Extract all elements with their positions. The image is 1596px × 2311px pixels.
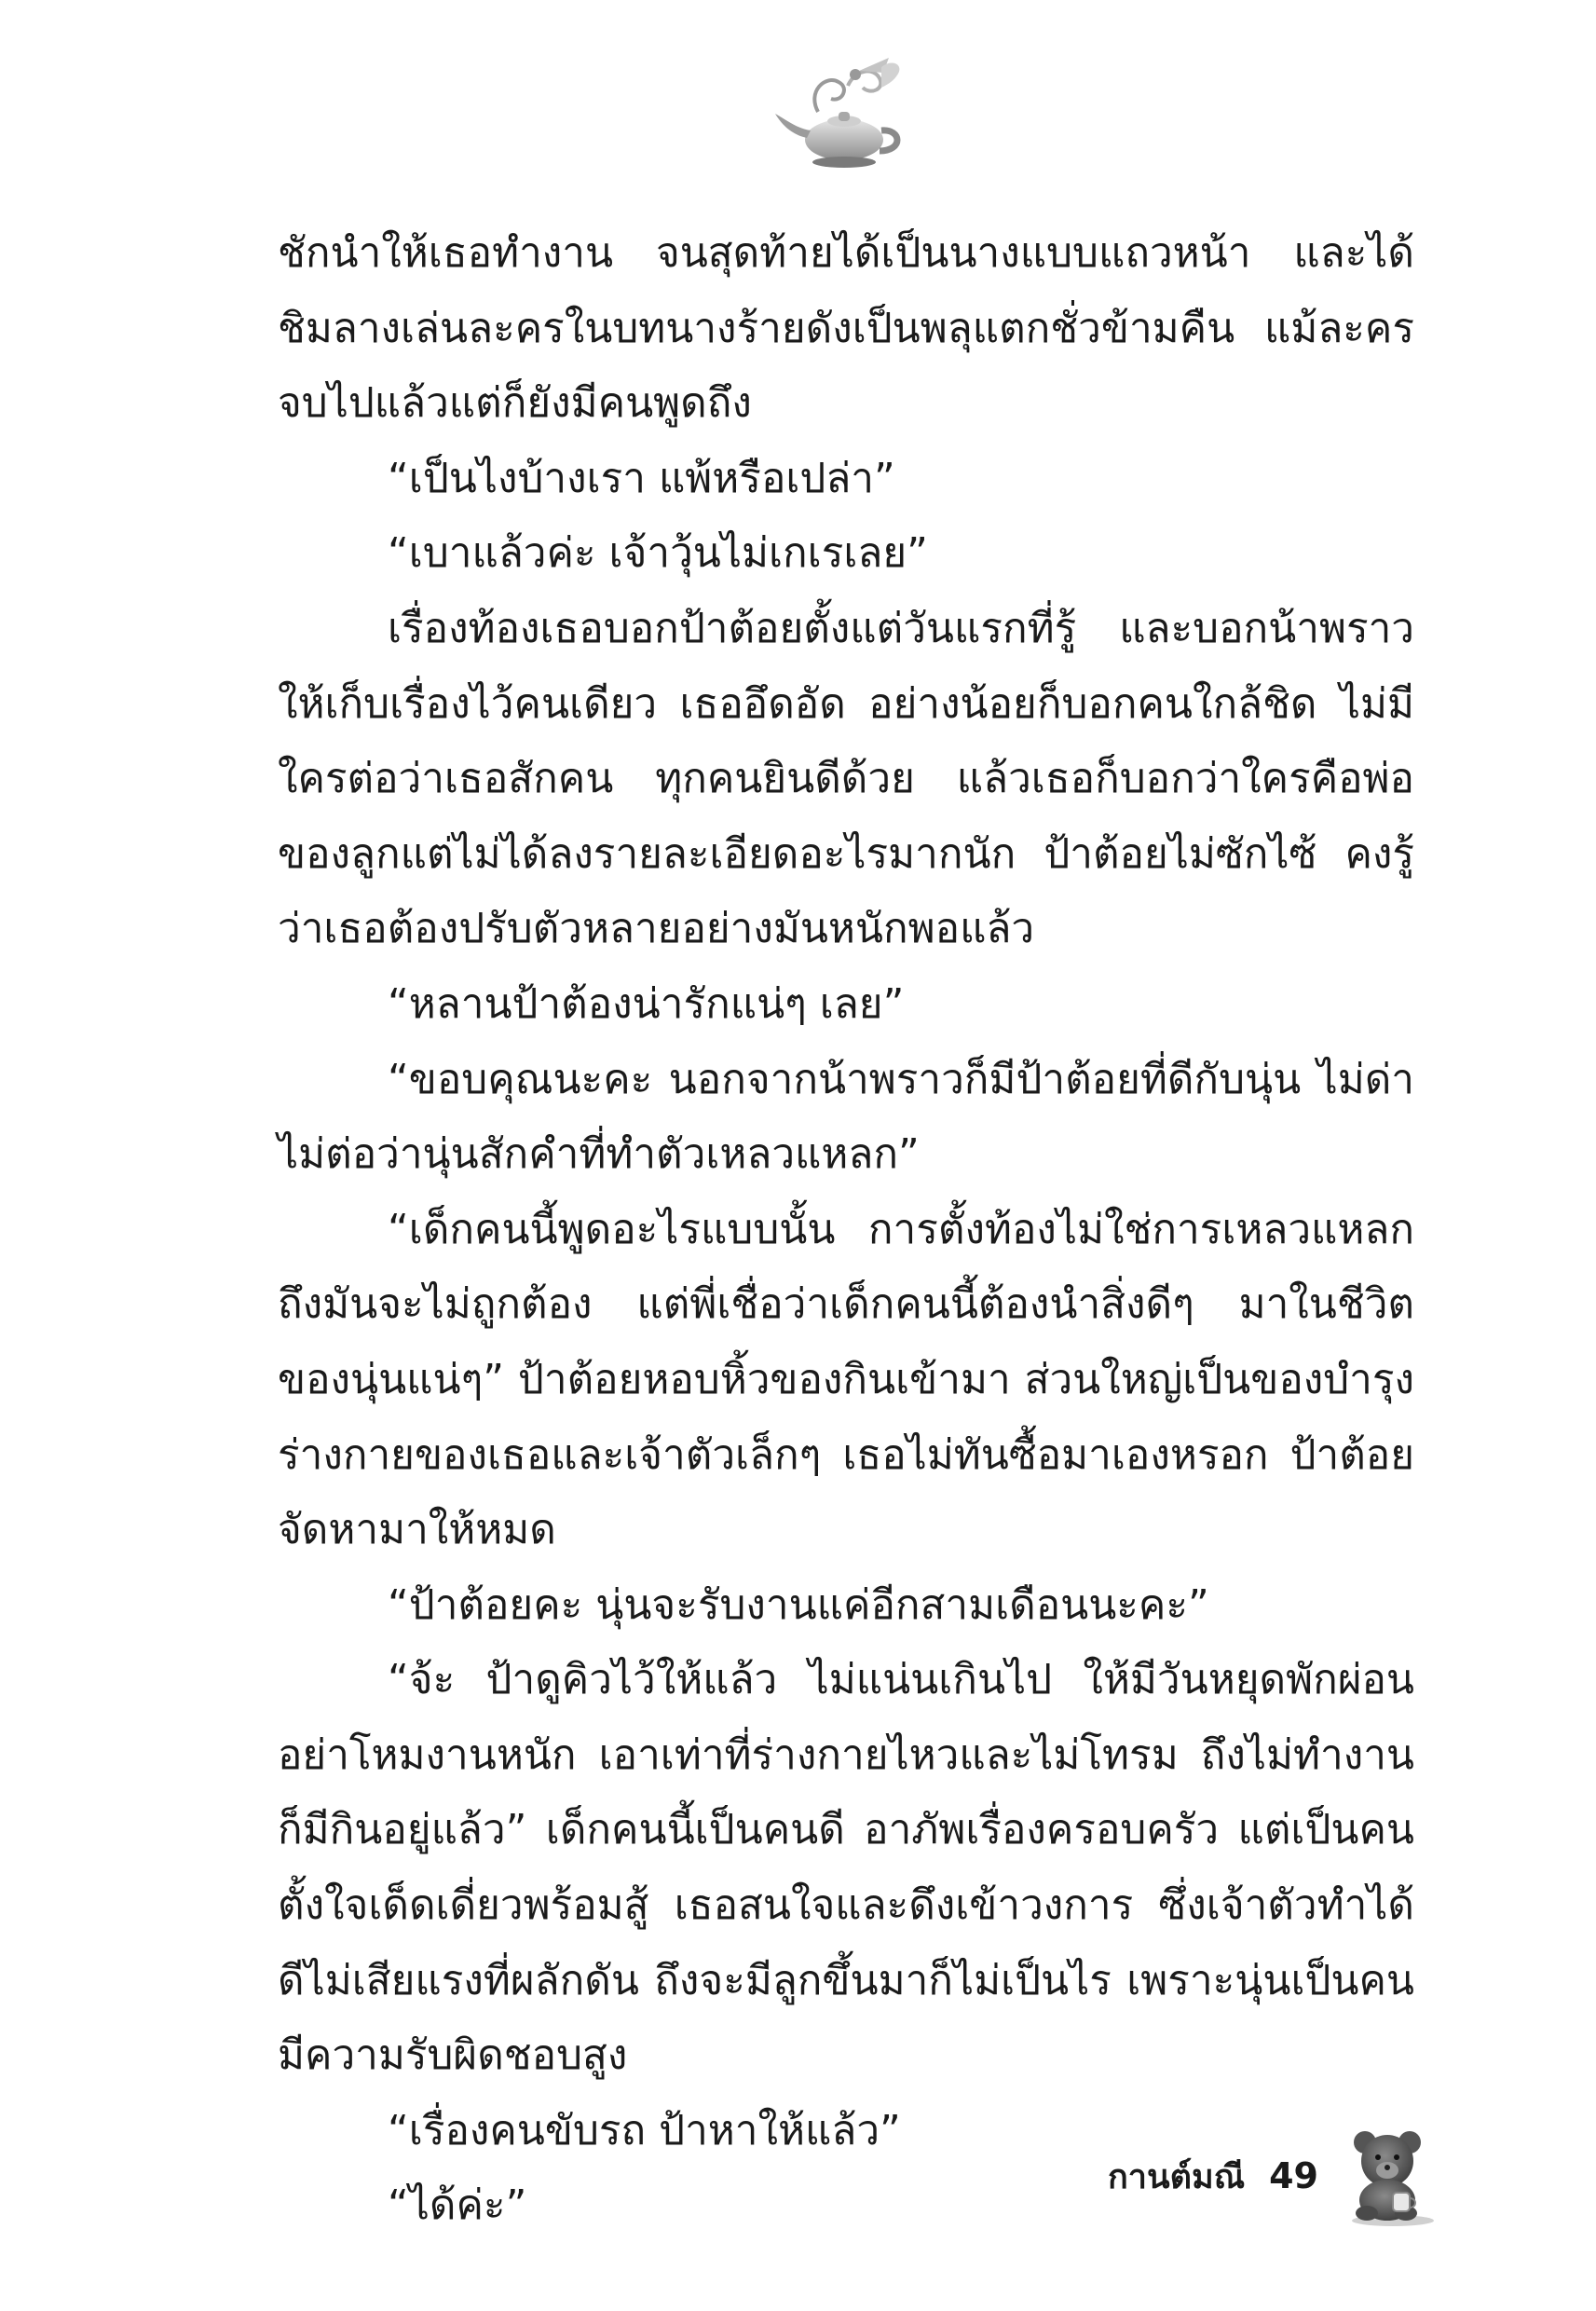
teddy-bear-icon — [1339, 2124, 1439, 2228]
paragraph: “เป็นไงบ้างเรา แพ้หรือเปล่า” — [388, 454, 895, 502]
paragraph: “ได้ค่ะ” — [388, 2181, 527, 2230]
book-title: กานต์มณี — [1107, 2157, 1246, 2196]
paragraph: “หลานป้าต้องน่ารักแน่ๆ เลย” — [388, 979, 905, 1028]
page-number: 49 — [1269, 2155, 1318, 2196]
paragraph: “เด็กคนนี้พูดอะไรแบบนั้น การตั้งท้องไม่ใช่การเหลวแหลกถึงมันจะไม่ถูกต้อง แต่พี่เชื่อว่าเด็กคนนี้ต้องนำสิ่งดีๆ มาในชีวิตของนุ่นแน่ๆ” ป้าต้อยหอบหิ้วของกินเข้ามา ส่วนใหญ่เป็นของบำรุงร่างกายของเธอและเจ้าตัวเล็กๆ เธอไม่ทันซื้อมาเองหรอก ป้าต้อยจัดหามาให้หมด — [278, 1205, 1414, 1554]
paragraph: ชักนำให้เธอทำงาน จนสุดท้ายได้เป็นนางแบบแถวหน้า และได้ชิมลางเล่นละครในบทนางร้ายดังเป็นพลุแตกชั่วข้ามคืน แม้ละครจบไปแล้วแต่ก็ยังมีคนพูดถึง — [278, 229, 1414, 428]
page-footer — [1108, 2120, 1439, 2232]
paragraph: “เบาแล้วค่ะ เจ้าวุ้นไม่เกเรเลย” — [388, 529, 928, 578]
paragraph: “จ้ะ ป้าดูคิวไว้ให้แล้ว ไม่แน่นเกินไป ให้มีวันหยุดพักผ่อนอย่าโหมงานหนัก เอาเท่าที่ร่างกายไหวและไม่โทรม ถึงไม่ทำงานก็มีกินอยู่แล้ว” เด็กคนนี้เป็นคนดี อาภัพเรื่องครอบครัว แต่เป็นคนตั้งใจเด็ดเดี่ยวพร้อมสู้ เธอสนใจและดึงเข้าวงการ ซึ่งเจ้าตัวทำได้ดีไม่เสียแรงที่ผลักดัน ถึงจะมีลูกขึ้นมาก็ไม่เป็นไร เพราะนุ่นเป็นคนมีความรับผิดชอบสูง — [278, 1656, 1414, 2080]
paragraph: “ขอบคุณนะคะ นอกจากน้าพราวก็มีป้าต้อยที่ดีกับนุ่น ไม่ด่าไม่ต่อว่านุ่นสักคำที่ทำตัวเหลวแหลก” — [278, 1055, 1414, 1179]
paragraph: “ป้าต้อยคะ นุ่นจะรับงานแค่อีกสามเดือนนะคะ” — [388, 1580, 1209, 1629]
story-text — [278, 216, 1414, 2244]
teapot-ornament-icon — [770, 54, 909, 175]
paragraph: เรื่องท้องเธอบอกป้าต้อยตั้งแต่วันแรกที่รู้ และบอกน้าพราวให้เก็บเรื่องไว้คนเดียว เธออึดอัด อย่างน้อยก็บอกคนใกล้ชิด ไม่มีใครต่อว่าเธอสักคน ทุกคนยินดีด้วย แล้วเธอก็บอกว่าใครคือพ่อของลูกแต่ไม่ได้ลงรายละเอียดอะไรมากนัก ป้าต้อยไม่ซักไซ้ คงรู้ว่าเธอต้องปรับตัวหลายอย่างมันหนักพอแล้ว — [278, 604, 1414, 953]
paragraph: “เรื่องคนขับรถ ป้าหาให้แล้ว” — [388, 2106, 901, 2154]
